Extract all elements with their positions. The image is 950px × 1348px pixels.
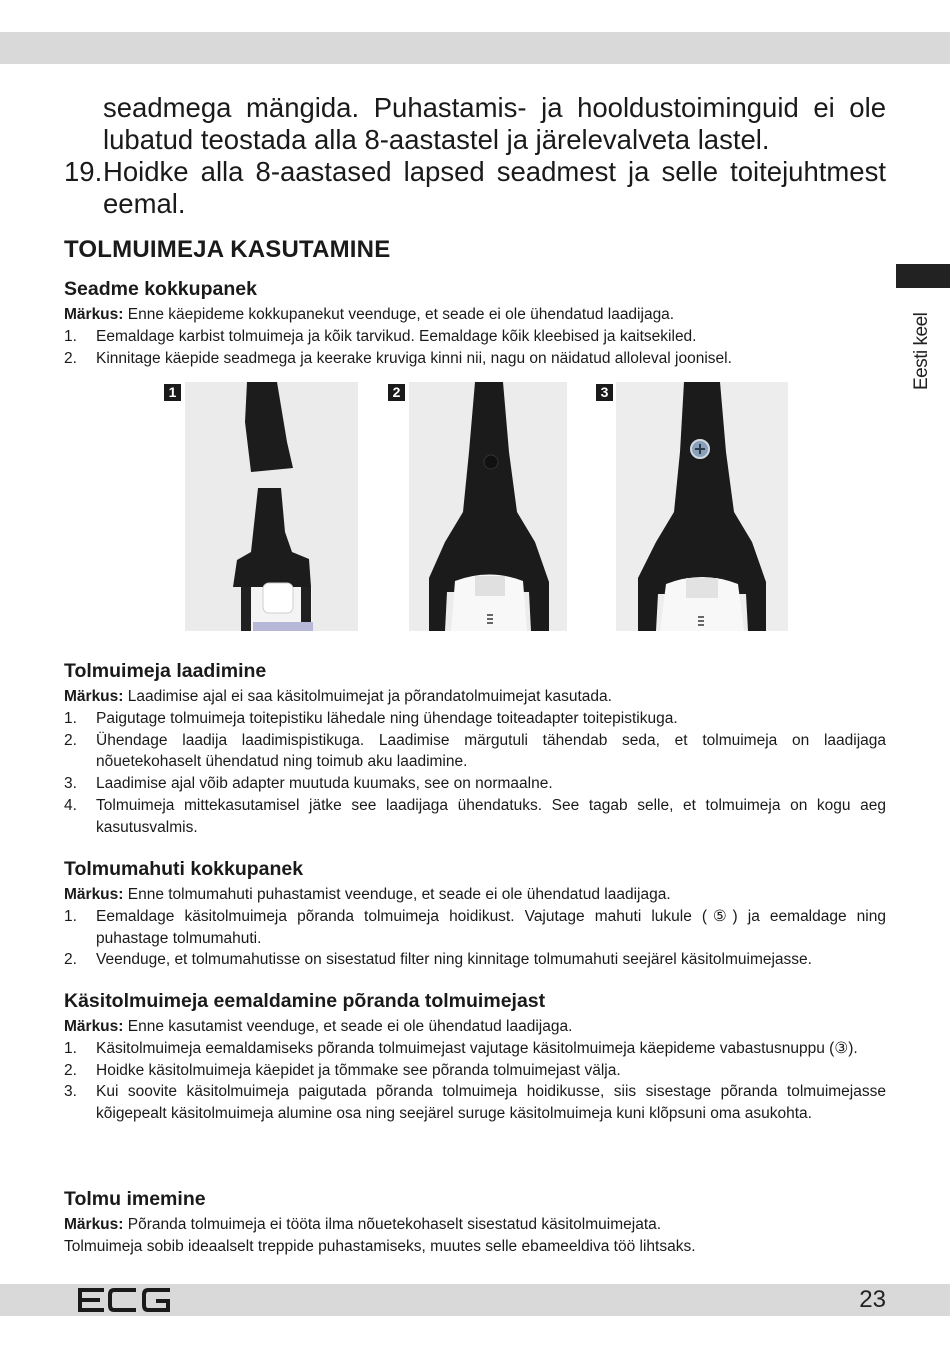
list-text: Kinnitage käepide seadmega ja keerake kruviga kinni nii, nagu on näidatud alloleval joonisel. <box>96 349 732 367</box>
note-label: Märkus: <box>64 886 124 903</box>
list-text: Eemaldage käsitolmuimeja põranda tolmuimeja hoidikust. Vajutage mahuti lukule (⑤) ja eemaldage ning puhastage tolmumahuti. <box>96 907 886 947</box>
list-item <box>64 708 886 730</box>
charging-note <box>64 686 886 708</box>
charging-steps <box>64 708 886 839</box>
list-number: 1. <box>64 907 77 925</box>
list-text: Hoidke käsitolmuimeja käepidet ja tõmmake see põranda tolmuimejast välja. <box>96 1061 621 1079</box>
list-item <box>64 348 886 370</box>
removal-note <box>64 1016 886 1038</box>
charging-section <box>64 658 886 839</box>
list-item <box>64 906 886 950</box>
list-text: Hoidke alla 8-aastased lapsed seadmest ja selle toitejuhtmest eemal. <box>103 156 886 219</box>
header-bar <box>0 32 950 64</box>
removal-section <box>64 988 886 1125</box>
list-item <box>64 1081 886 1125</box>
list-number: 3. <box>64 1083 77 1101</box>
suction-note <box>64 1214 886 1236</box>
container-heading: Tolmumahuti kokkupanek <box>64 858 304 880</box>
container-section <box>64 856 886 971</box>
list-text: Eemaldage karbist tolmuimeja ja kõik tarvikud. Eemaldage kõik kleebised ja kaitsekiled. <box>96 327 697 345</box>
figure-badge-2: 2 <box>388 384 405 401</box>
handle-separate-photo <box>185 382 358 631</box>
list-item <box>64 773 886 795</box>
figure-badge-1: 1 <box>164 384 181 401</box>
container-steps <box>64 906 886 971</box>
list-item-19 <box>64 156 886 220</box>
removal-heading: Käsitolmuimeja eemaldamine põranda tolmuimejast <box>64 990 546 1012</box>
list-text: Ühendage laadija laadimispistikuga. Laadimise märgutuli tähendab seda, et tolmuimeja on laadijaga nõuetekohaselt ühendatud ning toimub aku laadimine. <box>96 731 886 771</box>
list-text: Paigutage tolmuimeja toitepistiku lähedale ning ühendage toiteadapter toitepistikuga. <box>96 709 678 727</box>
suction-text: Tolmuimeja sobib ideaalselt treppide puhastamiseks, muutes selle ebameeldiva töö lihtsaks. <box>64 1237 696 1255</box>
note-text: Enne kasutamist veenduge, et seade ei ole ühendatud laadijaga. <box>123 1018 573 1035</box>
charging-heading: Tolmuimeja laadimine <box>64 660 267 682</box>
handle-attached-photo <box>409 382 567 631</box>
list-number: 19. <box>64 156 103 187</box>
list-item <box>64 795 886 839</box>
list-item <box>64 1038 886 1060</box>
language-tab-marker <box>896 264 950 288</box>
list-item <box>64 949 886 971</box>
ecg-logo <box>76 1287 172 1318</box>
list-number: 2. <box>64 1061 77 1079</box>
list-item <box>64 1060 886 1082</box>
list-text: Käsitolmuimeja eemaldamiseks põranda tolmuimejast vajutage käsitolmuimeja käepideme vabastusnuppu (③). <box>96 1039 858 1057</box>
handle-screwed-photo <box>616 382 788 631</box>
list-item <box>64 730 886 774</box>
note-label: Märkus: <box>64 306 124 323</box>
intro-continued-text: seadmega mängida. Puhastamis- ja hooldustoiminguid ei ole lubatud teostada alla 8-aastastel ja järelevalveta lastel. <box>103 92 886 155</box>
note-label: Märkus: <box>64 1018 124 1035</box>
assembly-steps <box>64 326 886 370</box>
list-text: Veenduge, et tolmumahutisse on sisestatud filter ning kinnitage tolmumahuti seejärel käsitolmuimejasse. <box>96 951 812 969</box>
list-number: 4. <box>64 796 77 814</box>
figure-badge-3: 3 <box>596 384 613 401</box>
assembly-section <box>64 276 886 369</box>
list-text: Tolmuimeja mittekasutamisel jätke see laadijaga ühendatuks. See tagab selle, et tolmuimeja on kogu aeg kasutusvalmis. <box>96 796 886 836</box>
removal-steps <box>64 1038 886 1125</box>
section-title: TOLMUIMEJA KASUTAMINE <box>64 236 391 263</box>
list-number: 1. <box>64 1039 77 1057</box>
list-item <box>64 326 886 348</box>
list-text: Kui soovite käsitolmuimeja paigutada põranda tolmuimeja hoidikusse, siis sisestage põranda tolmuimejasse kõigepealt käsitolmuimeja alumine osa ning seejärel suruge käsitolmuimeja kuni klõpsuni oma asukohta. <box>96 1083 886 1123</box>
note-text: Laadimise ajal ei saa käsitolmuimejat ja põrandatolmuimejat kasutada. <box>123 688 612 705</box>
container-note <box>64 884 886 906</box>
list-number: 2. <box>64 951 77 969</box>
intro-continuation <box>64 92 886 220</box>
list-number: 3. <box>64 775 77 793</box>
list-text: Laadimise ajal võib adapter muutuda kuumaks, see on normaalne. <box>96 775 553 793</box>
list-number: 2. <box>64 731 77 749</box>
assembly-heading: Seadme kokkupanek <box>64 278 257 300</box>
list-number: 2. <box>64 349 77 367</box>
note-text: Enne tolmumahuti puhastamist veenduge, et seade ei ole ühendatud laadijaga. <box>123 886 671 903</box>
page-number: 23 <box>859 1286 886 1313</box>
list-number: 1. <box>64 709 77 727</box>
note-label: Märkus: <box>64 1216 124 1233</box>
assembly-note <box>64 304 886 326</box>
note-text: Põranda tolmuimeja ei tööta ilma nõuetekohaselt sisestatud käsitolmuimejata. <box>123 1216 662 1233</box>
suction-section <box>64 1186 886 1258</box>
note-text: Enne käepideme kokkupanekut veenduge, et seade ei ole ühendatud laadijaga. <box>123 306 675 323</box>
language-label: Eesti keel <box>911 312 932 390</box>
note-label: Märkus: <box>64 688 124 705</box>
suction-heading: Tolmu imemine <box>64 1188 206 1210</box>
list-number: 1. <box>64 327 77 345</box>
